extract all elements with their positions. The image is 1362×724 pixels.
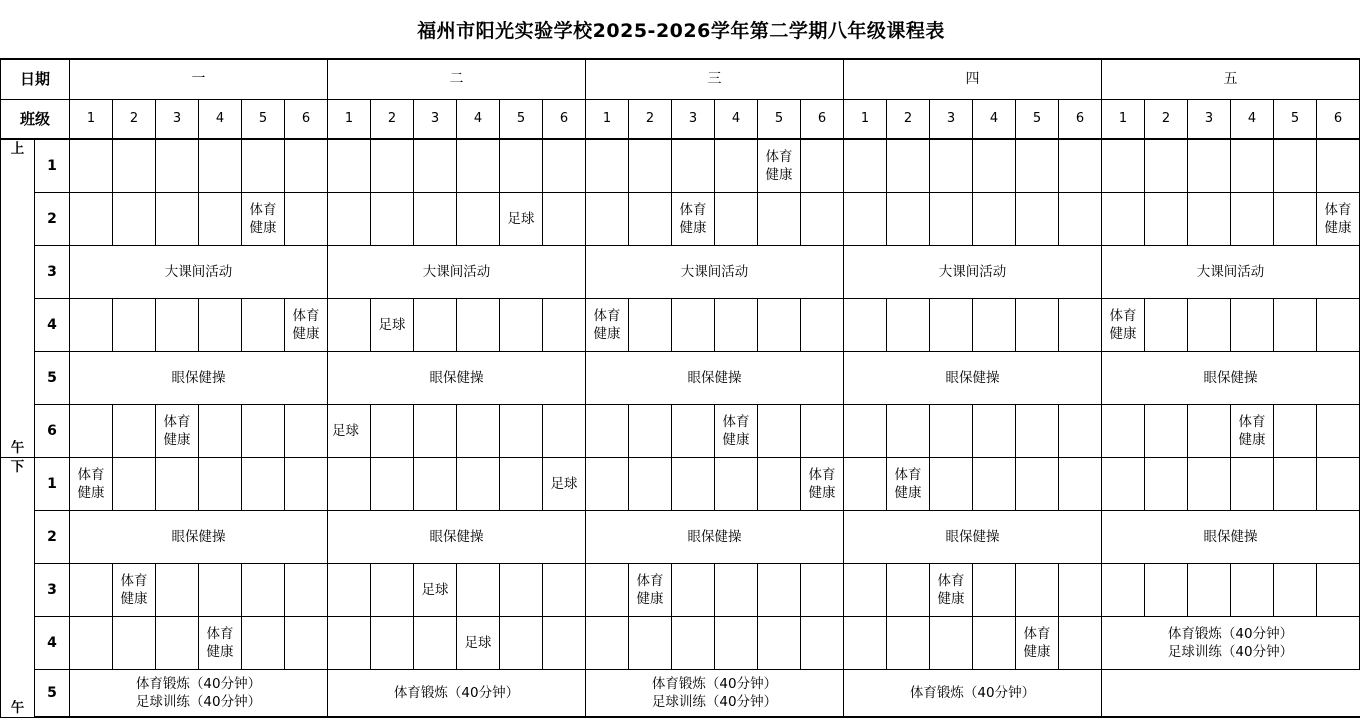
schedule-cell [973,298,1016,351]
day-header-thu: 四 [844,59,1102,99]
schedule-cell [156,192,199,245]
schedule-cell [371,139,414,192]
schedule-cell [543,404,586,457]
schedule-cell [586,457,629,510]
schedule-cell [1016,298,1059,351]
schedule-cell [758,563,801,616]
period-number: 1 [35,457,70,510]
class-number: 1 [586,99,629,139]
eye-exercise-cell: 眼保健操 [70,510,328,563]
schedule-cell [672,457,715,510]
class-number: 3 [672,99,715,139]
schedule-cell [672,616,715,669]
schedule-cell [629,192,672,245]
class-number: 5 [1016,99,1059,139]
eye-exercise-cell: 眼保健操 [844,351,1102,404]
morning-label-top: 上 [10,141,25,157]
schedule-cell [285,616,328,669]
schedule-cell [242,616,285,669]
schedule-cell [973,563,1016,616]
schedule-cell [930,139,973,192]
schedule-cell [973,457,1016,510]
schedule-cell [629,457,672,510]
schedule-cell [285,563,328,616]
schedule-cell [586,192,629,245]
schedule-cell [1059,404,1102,457]
eye-exercise-cell: 眼保健操 [844,510,1102,563]
class-number: 2 [1145,99,1188,139]
period-number: 5 [35,351,70,404]
schedule-cell [801,298,844,351]
schedule-cell [457,139,500,192]
schedule-cell [1188,457,1231,510]
eye-exercise-cell: 眼保健操 [328,351,586,404]
schedule-cell [887,404,930,457]
schedule-cell [672,298,715,351]
schedule-cell [113,404,156,457]
schedule-cell [844,139,887,192]
pe-training-cell: 体育锻炼（40分钟） 足球训练（40分钟） [586,669,844,717]
schedule-cell [1188,404,1231,457]
schedule-cell [285,139,328,192]
pe-health-cell: 体育 健康 [113,563,156,616]
schedule-cell [1274,404,1317,457]
schedule-cell [113,139,156,192]
day-header-tue: 二 [328,59,586,99]
schedule-cell [930,192,973,245]
class-number: 6 [285,99,328,139]
schedule-cell [156,139,199,192]
morning-label [1,139,35,457]
pe-health-cell: 体育 健康 [758,139,801,192]
schedule-cell [414,298,457,351]
schedule-cell [1317,404,1360,457]
big-break-cell: 大课间活动 [70,245,328,298]
schedule-cell [1102,404,1145,457]
class-number: 2 [113,99,156,139]
class-number: 6 [1317,99,1360,139]
schedule-cell [1016,139,1059,192]
schedule-cell [199,298,242,351]
football-cell: 足球 [457,616,500,669]
period-number: 4 [35,298,70,351]
morning-label-bottom: 午 [10,439,25,456]
schedule-cell [1145,298,1188,351]
schedule-cell [156,616,199,669]
period-number: 4 [35,616,70,669]
schedule-cell [199,404,242,457]
schedule-cell [629,139,672,192]
schedule-cell [1188,139,1231,192]
schedule-cell [887,192,930,245]
period-number: 2 [35,510,70,563]
schedule-cell [672,563,715,616]
day-header-fri: 五 [1102,59,1360,99]
schedule-cell [457,298,500,351]
class-number: 6 [1059,99,1102,139]
big-break-cell: 大课间活动 [328,245,586,298]
football-cell: 足球 [543,457,586,510]
period-number: 2 [35,192,70,245]
schedule-cell [629,616,672,669]
schedule-cell [113,616,156,669]
schedule-cell [930,616,973,669]
schedule-cell [414,616,457,669]
football-cell: 足球 [500,192,543,245]
schedule-cell [242,404,285,457]
schedule-cell [1317,139,1360,192]
schedule-cell [500,139,543,192]
schedule-cell [543,139,586,192]
pe-health-cell: 体育 健康 [1016,616,1059,669]
class-number: 5 [500,99,543,139]
schedule-cell [586,404,629,457]
class-number: 5 [758,99,801,139]
class-number: 1 [328,99,371,139]
schedule-cell [672,139,715,192]
eye-exercise-cell: 眼保健操 [70,351,328,404]
schedule-cell [1188,192,1231,245]
schedule-cell [887,298,930,351]
schedule-cell [70,616,113,669]
class-number: 4 [1231,99,1274,139]
schedule-cell [715,298,758,351]
afternoon-label [1,457,35,717]
pe-training-cell: 体育锻炼（40分钟） 足球训练（40分钟） [70,669,328,717]
schedule-cell [1231,457,1274,510]
class-number: 2 [629,99,672,139]
class-number: 3 [930,99,973,139]
schedule-cell [328,563,371,616]
schedule-cell [543,616,586,669]
schedule-cell [414,404,457,457]
schedule-cell [1145,139,1188,192]
schedule-cell [328,192,371,245]
pe-health-cell: 体育 健康 [887,457,930,510]
schedule-cell [199,192,242,245]
schedule-cell [844,563,887,616]
schedule-cell [586,563,629,616]
schedule-cell [70,404,113,457]
pe-health-cell: 体育 健康 [199,616,242,669]
pe-training-cell: 体育锻炼（40分钟） [328,669,586,717]
schedule-cell [1274,298,1317,351]
schedule-cell [285,457,328,510]
schedule-cell [70,298,113,351]
schedule-cell [543,192,586,245]
schedule-cell [285,192,328,245]
schedule-cell [1016,457,1059,510]
day-header-mon: 一 [70,59,328,99]
pe-training-cell: 体育锻炼（40分钟） [844,669,1102,717]
schedule-cell [1059,192,1102,245]
schedule-cell [1016,192,1059,245]
schedule-cell [629,404,672,457]
schedule-cell [1059,616,1102,669]
schedule-cell [715,616,758,669]
schedule-cell [973,139,1016,192]
schedule-cell [1102,457,1145,510]
schedule-cell [801,404,844,457]
page-title: 福州市阳光实验学校2025-2026学年第二学期八年级课程表 [417,19,945,42]
schedule-cell [715,192,758,245]
schedule-cell [1059,139,1102,192]
football-cell: 足球 [328,404,371,457]
schedule-cell [715,563,758,616]
schedule-cell [887,616,930,669]
schedule-cell [801,563,844,616]
schedule-cell [328,457,371,510]
schedule-cell [1188,298,1231,351]
pe-health-cell: 体育 健康 [672,192,715,245]
schedule-cell [371,457,414,510]
pe-health-cell: 体育 健康 [70,457,113,510]
schedule-cell [930,298,973,351]
schedule-cell [758,457,801,510]
schedule-cell [1317,457,1360,510]
schedule-cell [1231,192,1274,245]
schedule-cell [1274,457,1317,510]
class-number: 1 [844,99,887,139]
schedule-cell [1231,139,1274,192]
schedule-cell [844,616,887,669]
schedule-cell [586,616,629,669]
date-header: 日期 [1,59,70,99]
class-number: 3 [1188,99,1231,139]
schedule-cell [414,139,457,192]
class-number: 5 [242,99,285,139]
big-break-cell: 大课间活动 [844,245,1102,298]
schedule-cell [973,404,1016,457]
schedule-cell [328,298,371,351]
period-number: 1 [35,139,70,192]
pe-health-cell: 体育 健康 [1102,298,1145,351]
schedule-cell [1274,192,1317,245]
class-number: 4 [457,99,500,139]
schedule-cell [457,192,500,245]
pe-training-cell: 体育锻炼（40分钟） 足球训练（40分钟） [1102,616,1360,669]
pe-health-cell: 体育 健康 [715,404,758,457]
schedule-cell [500,404,543,457]
class-number: 2 [371,99,414,139]
schedule-cell [1145,457,1188,510]
schedule-cell [672,404,715,457]
schedule-cell [500,616,543,669]
schedule-cell [844,457,887,510]
class-number: 6 [801,99,844,139]
schedule-cell [543,298,586,351]
schedule-cell [1102,563,1145,616]
schedule-cell [199,457,242,510]
schedule-cell [1145,563,1188,616]
schedule-cell [414,192,457,245]
period-number: 5 [35,669,70,717]
class-number: 3 [156,99,199,139]
schedule-cell [844,298,887,351]
schedule-cell [801,616,844,669]
afternoon-label-top: 下 [10,458,25,475]
eye-exercise-cell: 眼保健操 [586,510,844,563]
pe-health-cell: 体育 健康 [629,563,672,616]
football-cell: 足球 [414,563,457,616]
schedule-cell [242,298,285,351]
period-number: 3 [35,245,70,298]
schedule-cell [156,457,199,510]
pe-health-cell: 体育 健康 [156,404,199,457]
football-cell: 足球 [371,298,414,351]
schedule-cell [1317,563,1360,616]
schedule-cell [371,192,414,245]
eye-exercise-cell: 眼保健操 [1102,351,1360,404]
class-number: 4 [715,99,758,139]
schedule-cell [1145,404,1188,457]
pe-health-cell: 体育 健康 [242,192,285,245]
schedule-cell [1016,563,1059,616]
schedule-cell [242,457,285,510]
schedule-cell [844,192,887,245]
schedule-cell [371,616,414,669]
schedule-cell [973,616,1016,669]
schedule-cell [113,298,156,351]
schedule-cell [1231,563,1274,616]
class-number: 4 [199,99,242,139]
schedule-cell [457,457,500,510]
pe-health-cell: 体育 健康 [586,298,629,351]
schedule-cell [285,404,328,457]
schedule-cell [371,404,414,457]
schedule-cell [242,139,285,192]
schedule-cell [500,457,543,510]
pe-health-cell: 体育 健康 [1317,192,1360,245]
schedule-cell [758,298,801,351]
schedule-cell [1274,563,1317,616]
schedule-cell [328,139,371,192]
schedule-cell [457,404,500,457]
eye-exercise-cell: 眼保健操 [328,510,586,563]
class-header: 班级 [1,99,70,139]
schedule-cell [973,192,1016,245]
pe-health-cell: 体育 健康 [930,563,973,616]
schedule-cell [1059,298,1102,351]
class-number: 1 [70,99,113,139]
big-break-cell: 大课间活动 [586,245,844,298]
schedule-cell [844,404,887,457]
schedule-cell [801,192,844,245]
schedule-cell [414,457,457,510]
schedule-table [0,58,1360,718]
schedule-cell [543,563,586,616]
schedule-cell [113,457,156,510]
schedule-cell [758,616,801,669]
class-number: 4 [973,99,1016,139]
schedule-cell [758,404,801,457]
pe-health-cell: 体育 健康 [801,457,844,510]
schedule-cell [328,616,371,669]
schedule-cell [70,192,113,245]
schedule-cell [1059,457,1102,510]
pe-health-cell: 体育 健康 [1231,404,1274,457]
pe-health-cell: 体育 健康 [285,298,328,351]
schedule-cell [930,404,973,457]
schedule-cell [1231,298,1274,351]
schedule-cell [156,298,199,351]
schedule-cell [758,192,801,245]
class-number: 1 [1102,99,1145,139]
schedule-cell [371,563,414,616]
day-header-wed: 三 [586,59,844,99]
schedule-cell [1016,404,1059,457]
schedule-cell [930,457,973,510]
schedule-cell [1145,192,1188,245]
class-number: 6 [543,99,586,139]
schedule-cell [113,192,156,245]
empty-area [1102,669,1360,717]
schedule-cell [887,139,930,192]
afternoon-label-bottom: 午 [10,699,25,716]
schedule-cell [1102,192,1145,245]
schedule-cell [801,139,844,192]
schedule-cell [199,139,242,192]
schedule-cell [1102,139,1145,192]
schedule-cell [70,139,113,192]
schedule-cell [887,563,930,616]
schedule-cell [156,563,199,616]
schedule-cell [500,563,543,616]
schedule-cell [715,457,758,510]
schedule-cell [70,563,113,616]
big-break-cell: 大课间活动 [1102,245,1360,298]
eye-exercise-cell: 眼保健操 [586,351,844,404]
class-number: 3 [414,99,457,139]
period-number: 3 [35,563,70,616]
schedule-cell [199,563,242,616]
schedule-cell [1188,563,1231,616]
schedule-cell [457,563,500,616]
schedule-cell [1274,139,1317,192]
schedule-cell [1059,563,1102,616]
schedule-cell [715,139,758,192]
schedule-cell [242,563,285,616]
schedule-cell [586,139,629,192]
schedule-cell [500,298,543,351]
timetable [0,58,1360,718]
schedule-cell [629,298,672,351]
eye-exercise-cell: 眼保健操 [1102,510,1360,563]
class-number: 2 [887,99,930,139]
schedule-cell [1317,298,1360,351]
period-number: 6 [35,404,70,457]
class-number: 5 [1274,99,1317,139]
